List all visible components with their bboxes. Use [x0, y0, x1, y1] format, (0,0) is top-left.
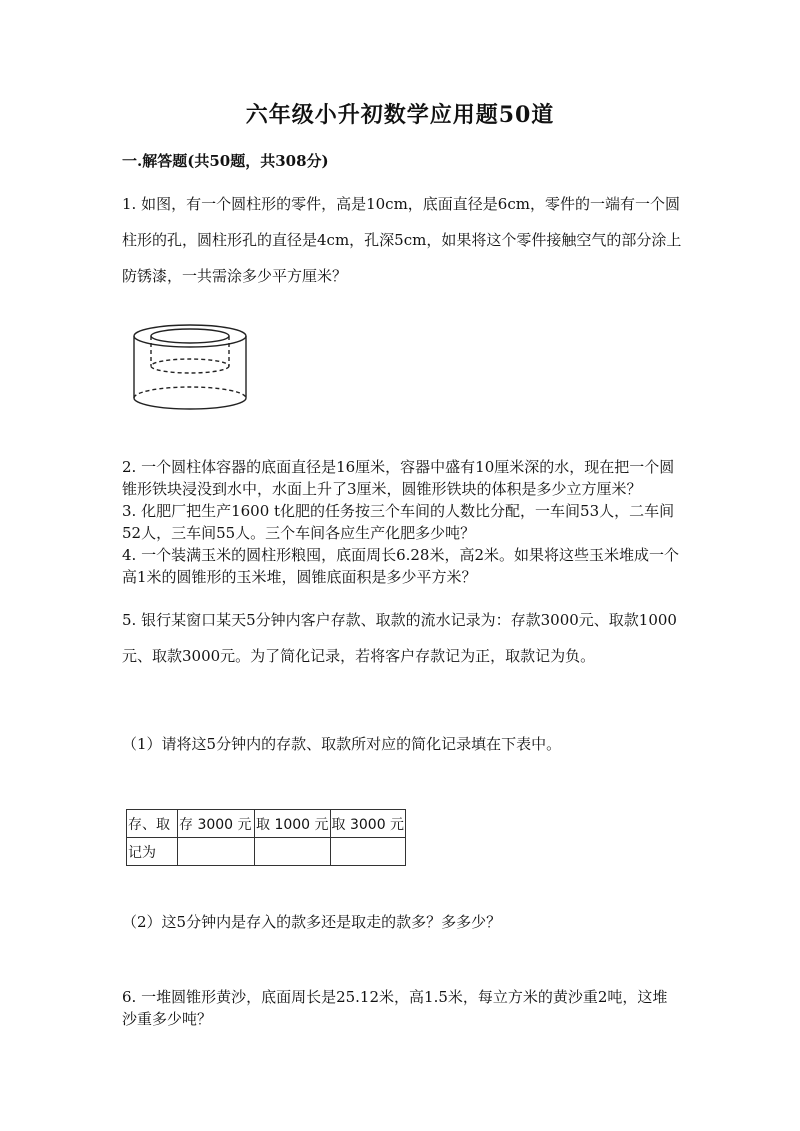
cylinder-with-hole-icon	[125, 318, 255, 418]
table-cell: 取 1000 元	[255, 810, 331, 838]
question-5: 5. 银行某窗口某天5分钟内客户存款、取款的流水记录为：存款3000元、取款1000元、取款3000元。为了简化记录，若将客户存款记为正，取款记为负。	[122, 611, 677, 665]
question-5-part-2: （2）这5分钟内是存入的款多还是取走的款多？多多少？	[122, 913, 502, 931]
table-row	[127, 838, 406, 866]
table-row	[127, 810, 406, 838]
table-cell: 记为	[127, 838, 178, 866]
questions-2-to-4	[122, 456, 682, 588]
question-3: 3. 化肥厂把生产1600 t化肥的任务按三个车间的人数比分配，一车间53人，二车间52人，三车间55人。三个车间各应生产化肥多少吨？	[122, 502, 675, 542]
table-cell: 存 3000 元	[178, 810, 255, 838]
page-title: 六年级小升初数学应用题50道	[245, 102, 555, 128]
question-2: 2. 一个圆柱体容器的底面直径是16厘米，容器中盛有10厘米深的水，现在把一个圆锥形铁块浸没到水中，水面上升了3厘米，圆锥形铁块的体积是多少立方厘米？	[122, 458, 675, 498]
table-cell-blank[interactable]	[330, 838, 406, 866]
section-heading: 一.解答题(共50题，共308分)	[122, 152, 329, 170]
question-4: 4. 一个装满玉米的圆柱形粮囤，底面周长6.28米，高2米。如果将这些玉米堆成一个高1米的圆锥形的玉米堆，圆锥底面积是多少平方米？	[122, 546, 680, 586]
table-cell-blank[interactable]	[178, 838, 255, 866]
table-cell: 存、取	[127, 810, 178, 838]
table-cell-blank[interactable]	[255, 838, 331, 866]
table-cell: 取 3000 元	[330, 810, 406, 838]
question-5-part-1: （1）请将这5分钟内的存款、取款所对应的简化记录填在下表中。	[122, 735, 562, 753]
deposit-withdrawal-table	[126, 809, 406, 866]
question-6: 6. 一堆圆锥形黄沙，底面周长是25.12米，高1.5米，每立方米的黄沙重2吨，这堆沙重多少吨？	[122, 988, 668, 1028]
question-1: 1. 如图，有一个圆柱形的零件，高是10cm，底面直径是6cm，零件的一端有一个圆柱形的孔，圆柱形孔的直径是4cm，孔深5cm，如果将这个零件接触空气的部分涂上防锈漆，一共需涂多少平方厘米？	[122, 195, 682, 285]
